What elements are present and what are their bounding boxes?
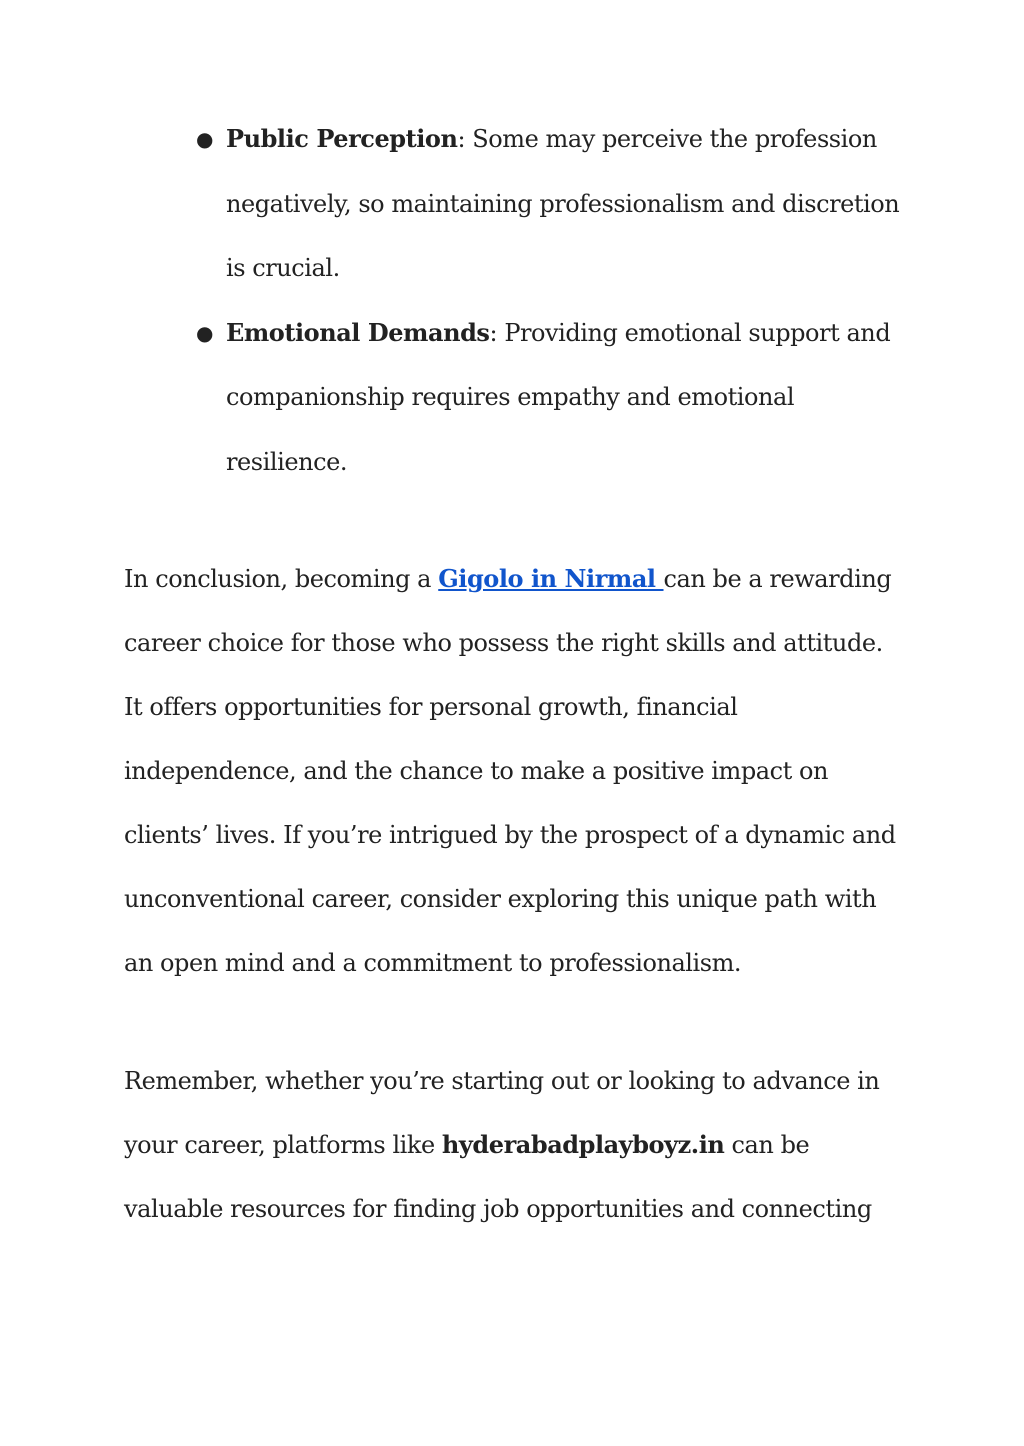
bullet-text: : Some may perceive the profession negatively, so maintaining professionalism and discretion is crucial. bbox=[226, 125, 900, 282]
conclusion-text-end: can be a rewarding career choice for those who possess the right skills and attitude. It offers opportunities for personal growth, financial independence, and the chance to make a positive impact on clients’ lives. If you’re intrigued by the prospect of a dynamic and unconventional career, consider exploring this unique path with an open mind and a commitment to professionalism. bbox=[124, 565, 896, 977]
bullet-dot-icon: ● bbox=[196, 127, 214, 151]
remember-text-start: Remember, whether you’re starting out or looking to advance in your career, platforms like bbox=[124, 1067, 880, 1159]
bullet-term: Emotional Demands bbox=[226, 317, 490, 347]
bullet-item-public-perception bbox=[196, 107, 916, 301]
remember-paragraph bbox=[124, 1049, 904, 1241]
gigolo-in-nirmal-link[interactable]: Gigolo in Nirmal bbox=[438, 564, 664, 593]
bullet-term: Public Perception bbox=[226, 124, 458, 153]
site-name: hyderabadplayboyz.in bbox=[441, 1130, 725, 1159]
bullet-text: : Providing emotional support and companionship requires empathy and emotional resilience. bbox=[226, 318, 891, 476]
conclusion-paragraph bbox=[124, 547, 904, 995]
bullet-item-emotional-demands bbox=[196, 301, 916, 495]
bullet-dot-icon: ● bbox=[196, 320, 214, 345]
remember-text-end: can be valuable resources for finding job opportunities and connecting bbox=[124, 1131, 872, 1223]
conclusion-text-start: In conclusion, becoming a bbox=[124, 565, 439, 593]
bullet-list bbox=[196, 107, 916, 494]
